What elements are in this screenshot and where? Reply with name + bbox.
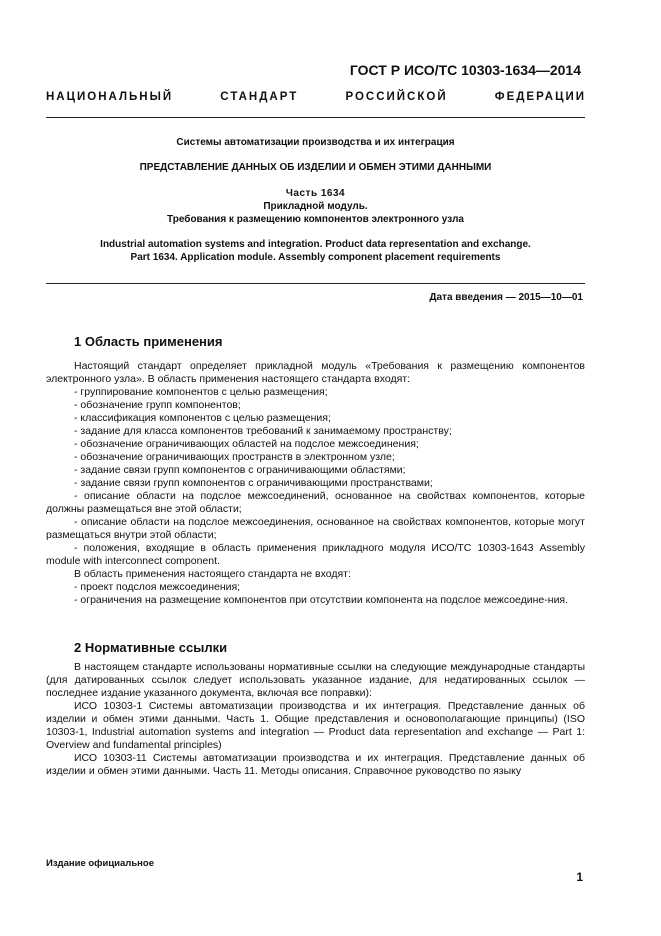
part-subtitle-1: Прикладной модуль. — [263, 201, 368, 212]
page-number: 1 — [576, 870, 583, 884]
main-title: ПРЕДСТАВЛЕНИЕ ДАННЫХ ОБ ИЗДЕЛИИ И ОБМЕН ЭТИМИ ДАННЫМИ — [139, 162, 492, 173]
edition-label: Издание официальное — [46, 858, 154, 869]
list-item: - задание связи групп компонентов с ограничивающими пространствами; — [74, 477, 433, 489]
section-2-heading: 2 Нормативные ссылки — [74, 640, 228, 655]
bottom-divider — [46, 283, 585, 284]
paragraph: В настоящем стандарте использованы нормативные ссылки на следующие международные стандарты (для датированных ссылок следует использовать указанное издание, для недатированных ссылок — последнее издание указанного документа, включая все поправки): — [46, 661, 585, 699]
list-item: - описание области на подслое межсоединения, основанное на свойствах компонентов, которые могут размещаться внутри этой области; — [46, 516, 585, 541]
section-1-heading: 1 Область применения — [74, 334, 223, 349]
top-divider — [46, 117, 585, 118]
list-item: - обозначение ограничивающих пространств в электронном узле; — [74, 451, 395, 463]
section-1-body — [46, 360, 585, 607]
list-item: - классификация компонентов с целью размещения; — [74, 412, 331, 424]
paragraph: ИСО 10303-11 Системы автоматизации производства и их интеграция. Представление данных об изделии и обмен этими данными. Часть 11. Методы описания. Справочное руководство по языку — [46, 752, 585, 777]
list-item: - ограничения на размещение компонентов при отсутствии компонента на подслое межсоедине-ния. — [74, 594, 569, 606]
list-item: - проект подслоя межсоединения; — [74, 581, 241, 593]
english-title-1: Industrial automation systems and integration. Product data representation and exchange. — [100, 239, 531, 250]
paragraph: ИСО 10303-1 Системы автоматизации производства и их интеграция. Представление данных об изделии и обмен этими данными. Часть 1. Общие представления и основополагающие принципы) (ISO 10303-1, Industrial automation systems and integration — Product data representation and exchange — Part 1: Overview and fundamental principles) — [46, 700, 585, 751]
section-2-body — [46, 661, 585, 778]
part-label: Часть 1634 — [285, 188, 346, 199]
national-standard-banner: НАЦИОНАЛЬНЫЙ СТАНДАРТ РОССИЙСКОЙ ФЕДЕРАЦИИ — [46, 91, 586, 103]
section-1-excluded-intro: В область применения настоящего стандарта не входят: — [74, 568, 351, 580]
list-item: - описание области на подслое межсоединений, основанное на свойствах компонентов, которые должны размещаться вне этой области; — [46, 490, 585, 515]
list-item: - обозначение ограничивающих областей на подслое межсоединения; — [74, 438, 419, 450]
list-item: - группирование компонентов с целью размещения; — [74, 386, 328, 398]
english-title-2: Part 1634. Application module. Assembly component placement requirements — [130, 252, 501, 263]
section-1-intro: Настоящий стандарт определяет прикладной модуль «Требования к размещению компонентов электронного узла». В область применения настоящего стандарта входят: — [46, 360, 585, 385]
part-subtitle-2: Требования к размещению компонентов электронного узла — [167, 214, 464, 225]
introduction-date: Дата введения — 2015—10—01 — [429, 292, 583, 303]
list-item: - обозначение групп компонентов; — [74, 399, 241, 411]
series-title: Системы автоматизации производства и их интеграция — [176, 137, 455, 148]
list-item: - положения, входящие в область применения прикладного модуля ИСО/ТС 10303-1643 Assembly module with interconnect component. — [46, 542, 585, 567]
list-item: - задание связи групп компонентов с ограничивающими областями; — [74, 464, 406, 476]
standard-code: ГОСТ Р ИСО/ТС 10303-1634—2014 — [349, 62, 581, 78]
list-item: - задание для класса компонентов требований к занимаемому пространству; — [74, 425, 452, 437]
